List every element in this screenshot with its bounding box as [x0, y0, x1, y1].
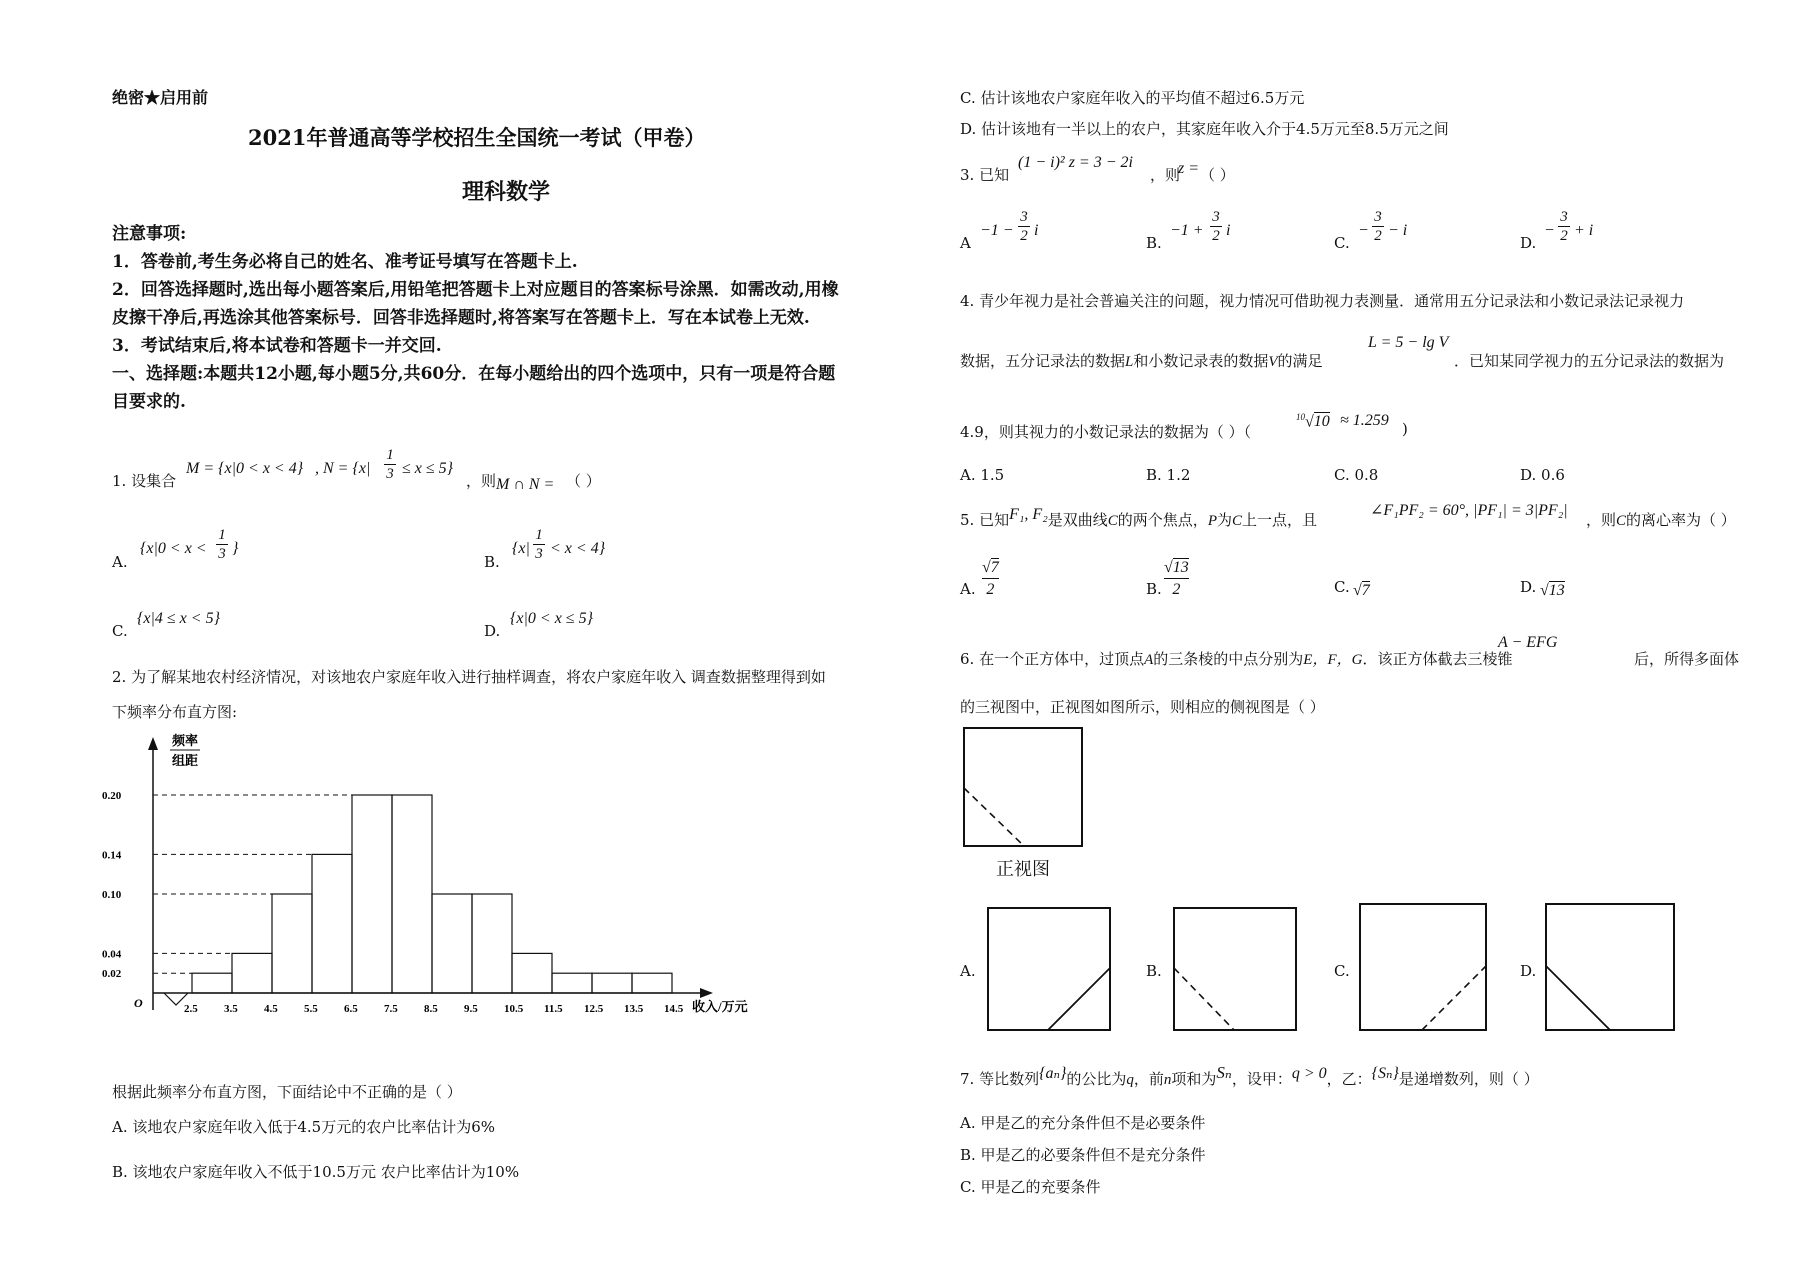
q3-option-d-label: D. — [1520, 234, 1537, 252]
q7-option-a: A. 甲是乙的充分条件但不是必要条件 — [960, 1114, 1206, 1132]
q1-option-c-set: {x|4 ≤ x < 5} — [137, 610, 220, 627]
histogram-bar — [552, 973, 592, 993]
histogram-bar — [592, 973, 632, 993]
x-tick-label: 4.5 — [264, 1003, 278, 1015]
x-axis-label: 收入/万元 — [692, 999, 748, 1014]
q3-equation: (1 − i)² z = 3 − 2i — [1018, 154, 1133, 171]
q3-option-d-fraction: 3 2 — [1558, 208, 1570, 245]
exam-subject: 理科数学 — [462, 179, 551, 205]
q1-option-d-set: {x|0 < x ≤ 5} — [510, 610, 593, 627]
q4-approx: ≈ 1.259 — [1340, 412, 1389, 429]
q5-option-b-value: √13 2 — [1164, 559, 1189, 598]
q1-option-b-label: B. — [484, 553, 500, 571]
q2-option-d: D. 估计该地有一半以上的农户，其家庭年收入介于4.5万元至8.5万元之间 — [960, 120, 1449, 138]
q5-option-a-label: A. — [960, 580, 976, 598]
q3-option-d-prefix: − — [1544, 222, 1555, 239]
q3-option-c-label: C. — [1334, 234, 1350, 252]
q3-option-a-fraction: 3 2 — [1018, 208, 1030, 245]
frequency-histogram — [100, 725, 780, 1025]
q4-option-a: A. 1.5 — [960, 466, 1005, 484]
q2-option-a: A. 该地农户家庭年收入低于4.5万元的农户比率估计为6% — [112, 1118, 496, 1136]
q2-question: 根据此频率分布直方图，下面结论中不正确的是（ ） — [112, 1083, 462, 1101]
q4-root: $^{10}$√10 — [1296, 412, 1330, 431]
q6-option-a-figure — [986, 906, 1112, 1032]
q2-stem-b: 下频率分布直方图: — [112, 703, 238, 721]
q3-option-b-fraction: 3 2 — [1210, 208, 1222, 245]
q3-option-b-prefix: −1 + — [1170, 222, 1204, 239]
histogram-bar — [192, 973, 232, 993]
y-tick-label: 0.04 — [102, 948, 122, 961]
y-tick-label: 0.20 — [102, 790, 122, 802]
q2-stem-a: 2. 为了解某地农村经济情况，对该地农户家庭年收入进行抽样调查，将农户家庭年收入 调查数据整理得到如 — [112, 668, 826, 686]
histogram-bar — [232, 953, 272, 993]
y-tick-label: 0.02 — [102, 968, 122, 981]
q3-answer-bracket: （ ） — [1200, 166, 1235, 184]
y-tick-label: 0.14 — [102, 849, 122, 862]
x-tick-label: 2.5 — [184, 1003, 198, 1015]
x-tick-label: 5.5 — [304, 1003, 318, 1015]
q1-option-a-close: } — [232, 540, 239, 557]
q3-option-a-i: i — [1034, 222, 1039, 239]
q3-option-a-prefix: −1 − — [980, 222, 1014, 239]
q7-option-b: B. 甲是乙的必要条件但不是充分条件 — [960, 1146, 1206, 1164]
note-2b: 皮擦干净后,再选涂其他答案标号．回答非选择题时,将答案写在答题卡上．写在本试卷上无效. — [112, 308, 810, 328]
q4-option-b: B. 1.2 — [1146, 466, 1191, 484]
q5-stem-tail: ，则C的离心率为（ ） — [1586, 511, 1736, 529]
q6-option-b-label: B. — [1146, 962, 1162, 980]
q3-prefix: 3. 已知 — [960, 166, 1010, 184]
q6-option-b-figure — [1172, 906, 1298, 1032]
q6-stem-b: 的三视图中，正视图如图所示，则相应的侧视图是（ ） — [960, 698, 1325, 716]
q6-option-c-label: C. — [1334, 962, 1350, 980]
x-tick-label: 11.5 — [544, 1003, 563, 1015]
q1-n-fraction: 1 3 — [384, 446, 396, 483]
q6-option-c-figure — [1358, 902, 1488, 1032]
q1-prefix: 1. 设集合 — [112, 472, 177, 490]
q1-option-b-close: < x < 4} — [550, 540, 606, 557]
y-axis-arrow — [148, 737, 158, 750]
q4-option-c: C. 0.8 — [1334, 466, 1379, 484]
q6-stem-a-tail: 后，所得多面体 — [1634, 650, 1740, 668]
x-tick-label: 7.5 — [384, 1003, 398, 1015]
q4-line-a: 4. 青少年视力是社会普遍关注的问题，视力情况可借助视力表测量．通常用五分记录法和小数记录法记录视力 — [960, 292, 1685, 310]
q1-set-m: M = {x|0 < x < 4} — [186, 460, 304, 477]
front-view-dashed-edge — [964, 788, 1024, 846]
note-1: 1．答卷前,考生务必将自己的姓名、准考证号填写在答题卡上. — [112, 252, 578, 272]
histogram-bar — [472, 894, 512, 993]
q1-option-b-set: {x| — [512, 540, 530, 557]
origin-label: O — [134, 996, 143, 1010]
x-axis-arrow — [700, 988, 713, 998]
y-tick-label: 0.10 — [102, 889, 122, 901]
q6-option-d-label: D. — [1520, 962, 1537, 980]
q1-option-a-fraction: 1 3 — [216, 526, 228, 563]
section-1-intro-a: 一、选择题:本题共12小题,每小题5分,共60分．在每小题给出的四个选项中，只有一项是符合题 — [112, 364, 836, 384]
q3-z: z = — [1178, 160, 1200, 177]
notes-heading: 注意事项: — [112, 224, 187, 244]
q1-option-a-label: A. — [112, 553, 128, 571]
q3-option-d-i: + i — [1574, 222, 1594, 239]
q1-option-c-label: C. — [112, 622, 128, 640]
q1-option-a-set: {x|0 < x < — [140, 540, 207, 557]
x-tick-label: 14.5 — [664, 1003, 684, 1015]
exam-title: 2021年普通高等学校招生全国统一考试（甲卷） — [248, 125, 706, 150]
x-tick-label: 9.5 — [464, 1003, 478, 1015]
q5-condition: ∠F₁PF₂ = 60°, |PF₁| = 3|PF₂| — [1370, 502, 1568, 519]
note-2a: 2．回答选择题时,选出每小题答案后,用铅笔把答题卡上对应题目的答案标号涂黑．如需改动,用橡 — [112, 280, 839, 300]
q1-intersection: M ∩ N = — [496, 476, 555, 493]
front-view-figure — [962, 726, 1086, 850]
q5-option-b-label: B. — [1146, 580, 1162, 598]
q3-option-b-label: B. — [1146, 234, 1162, 252]
histogram-bar — [512, 953, 552, 993]
q4-line-c: 4.9，则其视力的小数记录法的数据为（ ）（ — [960, 423, 1252, 441]
note-3: 3．考试结束后,将本试卷和答题卡一并交回. — [112, 336, 442, 356]
q3-then: ，则 — [1150, 166, 1181, 184]
x-tick-label: 12.5 — [584, 1003, 604, 1015]
q5-option-c-label: C. — [1334, 578, 1350, 596]
q5-option-d-value: √13 — [1540, 582, 1565, 599]
x-tick-label: 10.5 — [504, 1003, 524, 1015]
front-view-square — [964, 728, 1082, 846]
q3-option-c-prefix: − — [1358, 222, 1369, 239]
q4-formula: L = 5 − lg V — [1368, 334, 1449, 351]
q3-option-a-label: A — [960, 234, 971, 252]
section-1-intro-b: 目要求的. — [112, 392, 186, 412]
q5-stem: 5. 已知F₁, F₂是双曲线C的两个焦点，P为C上一点，且 — [960, 506, 1318, 529]
q6-option-a-label: A. — [960, 962, 976, 980]
x-tick-label: 8.5 — [424, 1003, 438, 1015]
q5-option-d-label: D. — [1520, 578, 1537, 596]
q4-line-b-tail: ．已知某同学视力的五分记录法的数据为 — [1454, 352, 1725, 370]
q6-option-d-figure — [1544, 902, 1676, 1032]
x-tick-label: 3.5 — [224, 1003, 238, 1015]
q1-set-n-tail: ≤ x ≤ 5} — [402, 460, 454, 477]
q2-option-b: B. 该地农户家庭年收入不低于10.5万元 农户比率估计为10% — [112, 1163, 520, 1181]
histogram-bar — [312, 854, 352, 993]
q1-answer-bracket: （ ） — [566, 472, 601, 490]
x-tick-label: 13.5 — [624, 1003, 644, 1015]
q3-option-c-fraction: 3 2 — [1372, 208, 1384, 245]
q3-option-b-i: i — [1226, 222, 1231, 239]
q1-option-b-fraction: 1 3 — [533, 526, 545, 563]
q1-set-n: , N = {x| — [315, 460, 371, 477]
x-tick-label: 6.5 — [344, 1003, 358, 1015]
q1-option-d-label: D. — [484, 622, 501, 640]
confidential-mark: 绝密★启用前 — [112, 88, 209, 107]
q7-stem: 7. 等比数列{aₙ}的公比为q，前n项和为Sₙ，设甲：q > 0，乙：{Sₙ}是递增数列，则（ ） — [960, 1063, 1539, 1088]
histogram-bar — [272, 894, 312, 993]
histogram-bar — [632, 973, 672, 993]
q5-option-a-value: √7 2 — [982, 559, 999, 598]
y-label-denominator: 组距 — [172, 753, 199, 768]
y-label-numerator: 频率 — [172, 733, 199, 748]
q4-line-b: 数据，五分记录法的数据L和小数记录表的数据V的满足 — [960, 352, 1323, 370]
histogram-bar — [432, 894, 472, 993]
q2-option-c: C. 估计该地农户家庭年收入的平均值不超过6.5万元 — [960, 89, 1305, 107]
q4-line-c-close: ) — [1402, 420, 1408, 438]
q5-option-c-value: √7 — [1353, 582, 1370, 599]
histogram-bar — [352, 795, 392, 993]
q7-option-c: C. 甲是乙的充要条件 — [960, 1178, 1101, 1196]
q6-pyramid: A − EFG — [1498, 634, 1558, 651]
q6-stem-a: 6. 在一个正方体中，过顶点A的三条棱的中点分别为E，F，G．该正方体截去三棱锥 — [960, 650, 1513, 668]
q3-option-c-i: − i — [1388, 222, 1408, 239]
histogram-bar — [392, 795, 432, 993]
q4-option-d: D. 0.6 — [1520, 466, 1565, 484]
q1-then: ，则 — [466, 472, 497, 490]
front-view-label: 正视图 — [996, 859, 1050, 880]
